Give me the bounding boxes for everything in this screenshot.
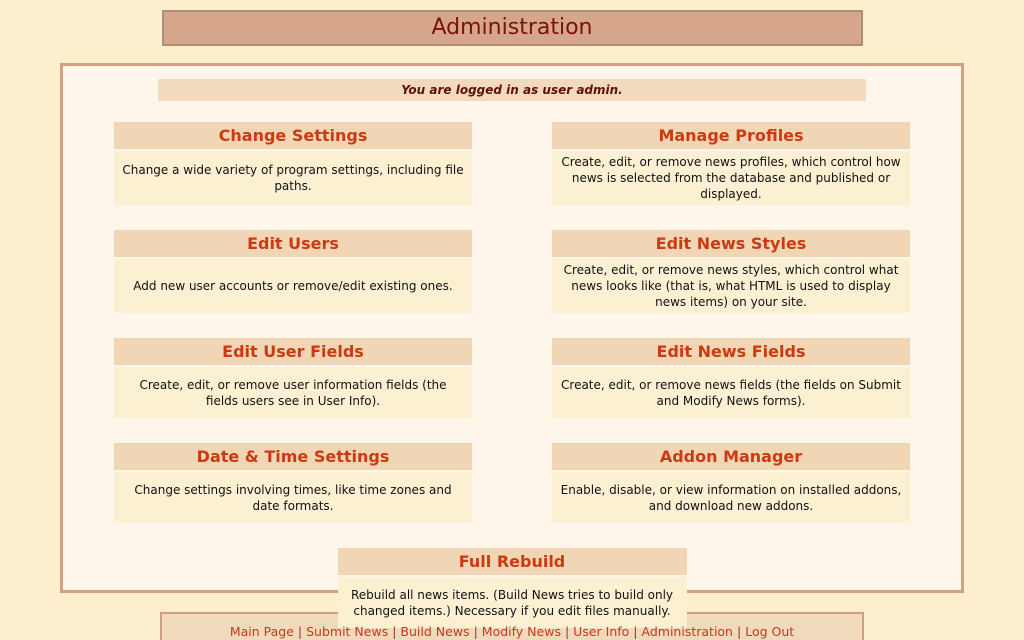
card-manage-profiles [552,122,910,205]
card-description-edit-news-fields: Create, edit, or remove news fields (the fields on Submit and Modify News forms). [552,367,910,418]
footer-link-submit-news[interactable]: Submit News [306,624,389,639]
card-title-date-time-settings[interactable]: Date & Time Settings [196,447,390,466]
card-description-edit-user-fields: Create, edit, or remove user information fields (the fields users see in User Info). [114,367,472,418]
card-description-edit-news-styles: Create, edit, or remove news styles, which control what news looks like (that is, what HTML is used to display news items) on your site. [552,259,910,313]
card-header-edit-users [114,230,472,257]
admin-cards-grid [63,122,961,523]
card-edit-user-fields [114,338,472,418]
card-edit-news-styles [552,230,910,313]
card-header-edit-news-styles [552,230,910,257]
card-title-edit-news-fields[interactable]: Edit News Fields [656,342,806,361]
card-edit-users [114,230,472,313]
admin-panel [60,63,964,618]
card-full-rebuild [338,548,687,628]
card-title-edit-user-fields[interactable]: Edit User Fields [222,342,364,361]
link-separator: | [736,624,742,639]
link-separator: | [633,624,638,639]
card-title-change-settings[interactable]: Change Settings [218,126,368,145]
link-separator: | [392,624,397,639]
card-description-manage-profiles: Create, edit, or remove news profiles, which control how news is selected from the database and published or displayed. [552,151,910,205]
page-title: Administration [162,10,863,46]
footer-link-administration[interactable]: Administration [641,624,733,639]
card-description-date-time-settings: Change settings involving times, like time zones and date formats. [114,472,472,523]
link-separator: | [473,624,478,639]
footer-link-modify-news[interactable]: Modify News [481,624,561,639]
link-separator: | [297,624,303,639]
footer-link-user-info[interactable]: User Info [573,624,630,639]
card-title-full-rebuild[interactable]: Full Rebuild [458,552,566,571]
card-header-addon-manager [552,443,910,470]
card-edit-news-fields [552,338,910,418]
card-description-full-rebuild: Rebuild all news items. (Build News tries to build only changed items.) Necessary if you edit files manually. [338,577,687,628]
login-status: You are logged in as user admin. [158,79,866,101]
footer-link-main-page[interactable]: Main Page [229,624,294,639]
card-description-addon-manager: Enable, disable, or view information on installed addons, and download new addons. [552,472,910,523]
card-description-change-settings: Change a wide variety of program settings, including file paths. [114,151,472,205]
card-header-change-settings [114,122,472,149]
card-title-edit-news-styles[interactable]: Edit News Styles [655,234,807,253]
card-change-settings [114,122,472,205]
footer-link-log-out[interactable]: Log Out [745,624,795,639]
link-separator: | [564,624,570,639]
card-description-edit-users: Add new user accounts or remove/edit existing ones. [114,259,472,313]
card-header-full-rebuild [338,548,687,575]
card-header-manage-profiles [552,122,910,149]
card-header-edit-news-fields [552,338,910,365]
card-title-edit-users[interactable]: Edit Users [247,234,339,253]
card-title-manage-profiles[interactable]: Manage Profiles [658,126,804,145]
card-title-addon-manager[interactable]: Addon Manager [659,447,803,466]
card-header-edit-user-fields [114,338,472,365]
card-header-date-time-settings [114,443,472,470]
card-date-time-settings [114,443,472,523]
footer-link-build-news[interactable]: Build News [400,624,470,639]
card-addon-manager [552,443,910,523]
